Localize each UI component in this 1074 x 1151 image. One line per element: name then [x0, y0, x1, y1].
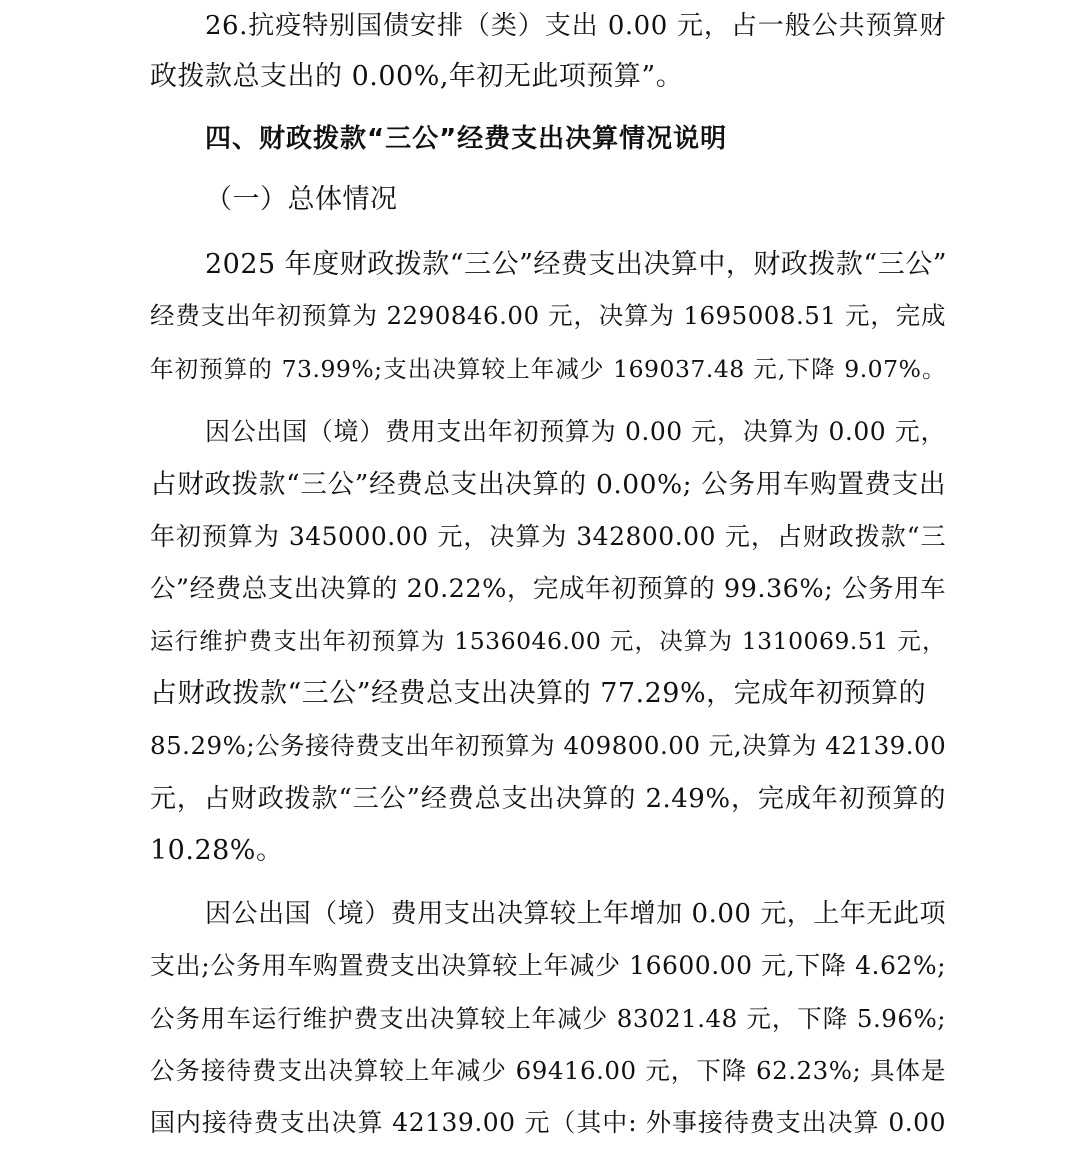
paragraph-2-line-7: 85.29%;公务接待费支出年初预算为 409800.00 元,决算为 42139.00	[150, 731, 947, 760]
paragraph-2-line-1: 因公出国（境）费用支出年初预算为 0.00 元，决算为 0.00 元，	[205, 417, 946, 446]
paragraph-2-line-2: 占财政拨款“三公”经费总支出决算的 0.00%; 公务用车购置费支出	[150, 469, 946, 500]
paragraph-3-line-1: 因公出国（境）费用支出决算较上年增加 0.00 元，上年无此项	[205, 899, 946, 929]
paragraph-2-line-3: 年初预算为 345000.00 元，决算为 342800.00 元，占财政拨款“三	[150, 522, 946, 551]
paragraph-line-2: 政拨款总支出的 0.00%,年初无此项预算”。	[150, 61, 684, 92]
paragraph-1-line-3: 年初预算的 73.99%;支出决算较上年减少 169037.48 元,下降 9.07%。	[150, 355, 946, 383]
paragraph-3-line-4: 公务接待费支出决算较上年减少 69416.00 元，下降 62.23%; 具体是	[150, 1056, 946, 1085]
paragraph-2-line-4: 公”经费总支出决算的 20.22%，完成年初预算的 99.36%; 公务用车	[150, 574, 946, 604]
paragraph-3-line-5: 国内接待费支出决算 42139.00 元（其中: 外事接待费支出决算 0.00	[150, 1108, 946, 1137]
paragraph-1-line-1: 2025 年度财政拨款“三公”经费支出决算中，财政拨款“三公”	[205, 249, 948, 280]
paragraph-3-line-2: 支出;公务用车购置费支出决算较上年减少 16600.00 元,下降 4.62%;	[150, 951, 946, 980]
paragraph-line-1: 26.抗疫特别国债安排（类）支出 0.00 元，占一般公共预算财	[205, 11, 946, 41]
section-heading: 四、财政拨款“三公”经费支出决算情况说明	[205, 124, 728, 154]
paragraph-1-line-2: 经费支出年初预算为 2290846.00 元，决算为 1695008.51 元，完成	[150, 301, 946, 330]
paragraph-3-line-3: 公务用车运行维护费支出决算较上年减少 83021.48 元，下降 5.96%;	[150, 1004, 946, 1033]
paragraph-2-line-6: 占财政拨款“三公”经费总支出决算的 77.29%，完成年初预算的	[150, 678, 927, 709]
paragraph-2-line-5: 运行维护费支出年初预算为 1536046.00 元，决算为 1310069.51 元，	[150, 627, 946, 655]
paragraph-2-line-9: 10.28%。	[150, 835, 284, 866]
subsection-heading: （一）总体情况	[205, 184, 398, 215]
paragraph-2-line-8: 元，占财政拨款“三公”经费总支出决算的 2.49%，完成年初预算的	[150, 784, 946, 814]
